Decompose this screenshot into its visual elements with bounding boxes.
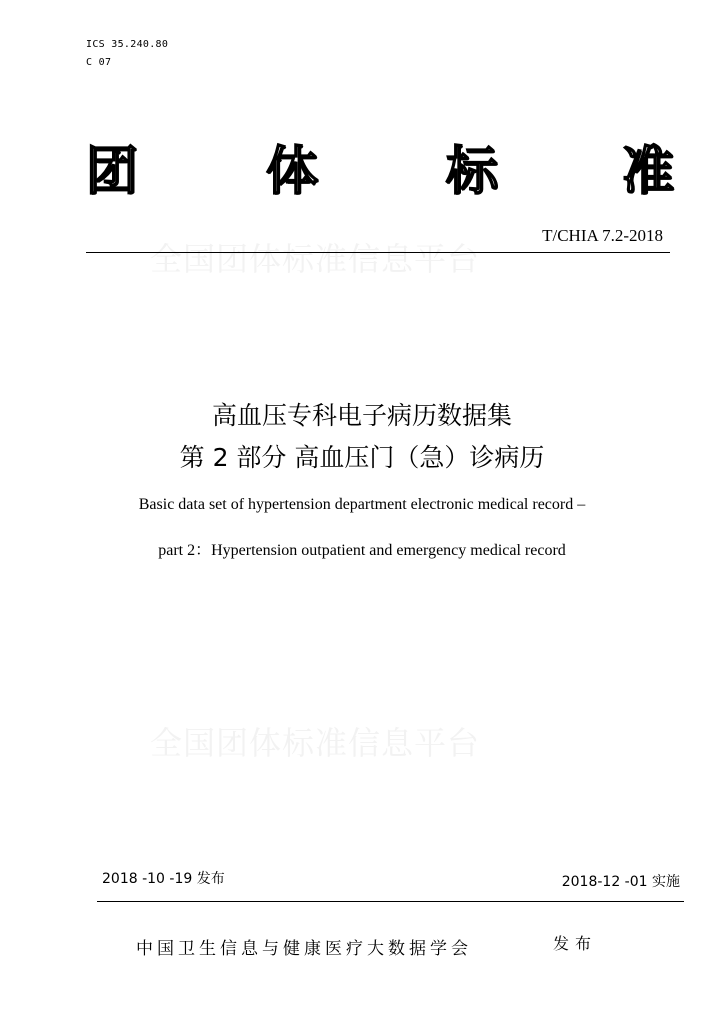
divider bbox=[86, 252, 670, 253]
ccs-number: C 07 bbox=[86, 57, 112, 68]
banner-char: 团 bbox=[86, 142, 139, 202]
divider bbox=[97, 901, 684, 902]
publish-label: 发布 bbox=[553, 934, 598, 953]
publisher-name: 中国卫生信息与健康医疗大数据学会 bbox=[136, 939, 472, 959]
ics-number: ICS 35.240.80 bbox=[86, 39, 169, 50]
document-subtitle-en: part 2：Hypertension outpatient and emergency medical record bbox=[158, 542, 566, 559]
document-title-en: Basic data set of hypertension department electronic medical record – bbox=[138, 496, 586, 513]
issue-date: 2018 -10 -19 发布 bbox=[102, 871, 225, 887]
banner-char: 标 bbox=[446, 142, 499, 202]
watermark: 全国团体标准信息平台 bbox=[150, 724, 481, 762]
document-title-cn: 高血压专科电子病历数据集 bbox=[211, 401, 512, 430]
watermark: 全国团体标准信息平台 bbox=[150, 240, 481, 278]
implementation-date: 2018-12 -01 实施 bbox=[561, 874, 680, 890]
standard-code: T/CHIA 7.2-2018 bbox=[542, 226, 663, 245]
banner-char: 体 bbox=[266, 142, 319, 202]
banner-char: 准 bbox=[622, 142, 675, 202]
document-subtitle-cn: 第 2 部分 高血压门（急）诊病历 bbox=[179, 443, 545, 472]
